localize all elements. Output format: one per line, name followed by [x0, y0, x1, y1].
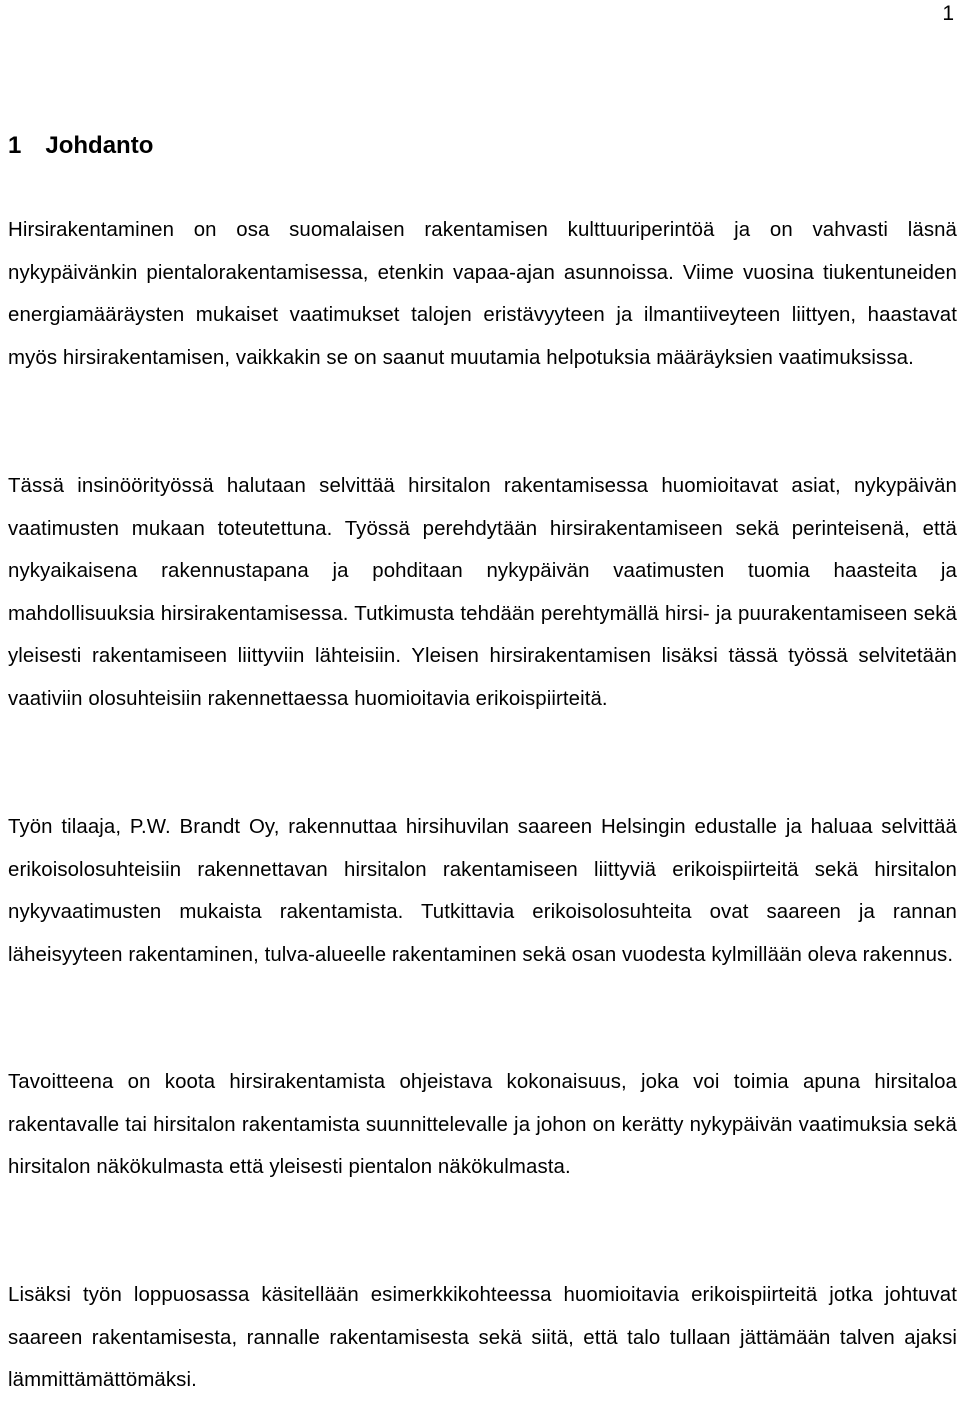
chapter-title: Johdanto	[45, 132, 154, 159]
paragraph-intro: Hirsirakentaminen on osa suomalaisen rakentamisen kulttuuriperintöä ja on vahvasti läsnä nykypäivänkin pientalorakentamisessa, etenkin vapaa-ajan asunnoissa. Viime vuosina tiukentuneiden energiamääräysten mukaiset vaatimukset talojen eristävyyteen ja ilmantiiveyteen liittyen, haastavat myös hirsirakentamisen, vaikkakin se on saanut muutamia helpotuksia määräyksien vaatimuksissa.	[8, 219, 957, 369]
paragraph-goal: Tässä insinöörityössä halutaan selvittää hirsitalon rakentamisessa huomioitavat asiat, nykypäivän vaatimusten mukaan toteutettuna. Työssä perehdytään hirsirakentamiseen sekä perinteisenä, että nykyaikaisena rakennustapana ja pohditaan nykypäivän vaatimusten tuomia haasteita ja mahdollisuuksia hirsirakentamisessa. Tutkimusta tehdään perehtymällä hirsi- ja puurakentamiseen sekä yleisesti rakentamiseen liittyviin lähteisiin. Yleisen hirsirakentamisen lisäksi tässä työssä selvitetään vaativiin olosuhteisiin rakennettaessa huomioitavia erikoispiirteitä.	[8, 475, 957, 710]
paragraph-objective: Tavoitteena on koota hirsirakentamista ohjeistava kokonaisuus, joka voi toimia apuna hirsitaloa rakentavalle tai hirsitalon rakentamista suunnittelevalle ja johon on kerätty nykypäivän vaatimuksia sekä hirsitalon näkökulmasta että yleisesti pientalon näkökulmasta.	[8, 1071, 957, 1179]
paragraph-additional: Lisäksi työn loppuosassa käsitellään esimerkkikohteessa huomioitavia erikoispiirteitä jotka johtuvat saareen rakentamisesta, rannalle rakentamisesta sekä siitä, että talo tullaan jättämään talven ajaksi lämmittämättömäksi.	[8, 1284, 957, 1392]
chapter-heading	[8, 129, 153, 163]
chapter-number: 1	[8, 132, 22, 159]
page-number: 1	[942, 2, 954, 25]
paragraph-client: Työn tilaaja, P.W. Brandt Oy, rakennuttaa hirsihuvilan saareen Helsingin edustalle ja haluaa selvittää erikoisolosuhteisiin rakennettavan hirsitalon rakentamiseen liittyviä erikoispiirteitä sekä hirsitalon nykyvaatimusten mukaista rakentamista. Tutkittavia erikoisolosuhteita ovat saareen ja rannan läheisyyteen rakentaminen, tulva-alueelle rakentaminen sekä osan vuodesta kylmillään oleva rakennus.	[8, 816, 957, 966]
